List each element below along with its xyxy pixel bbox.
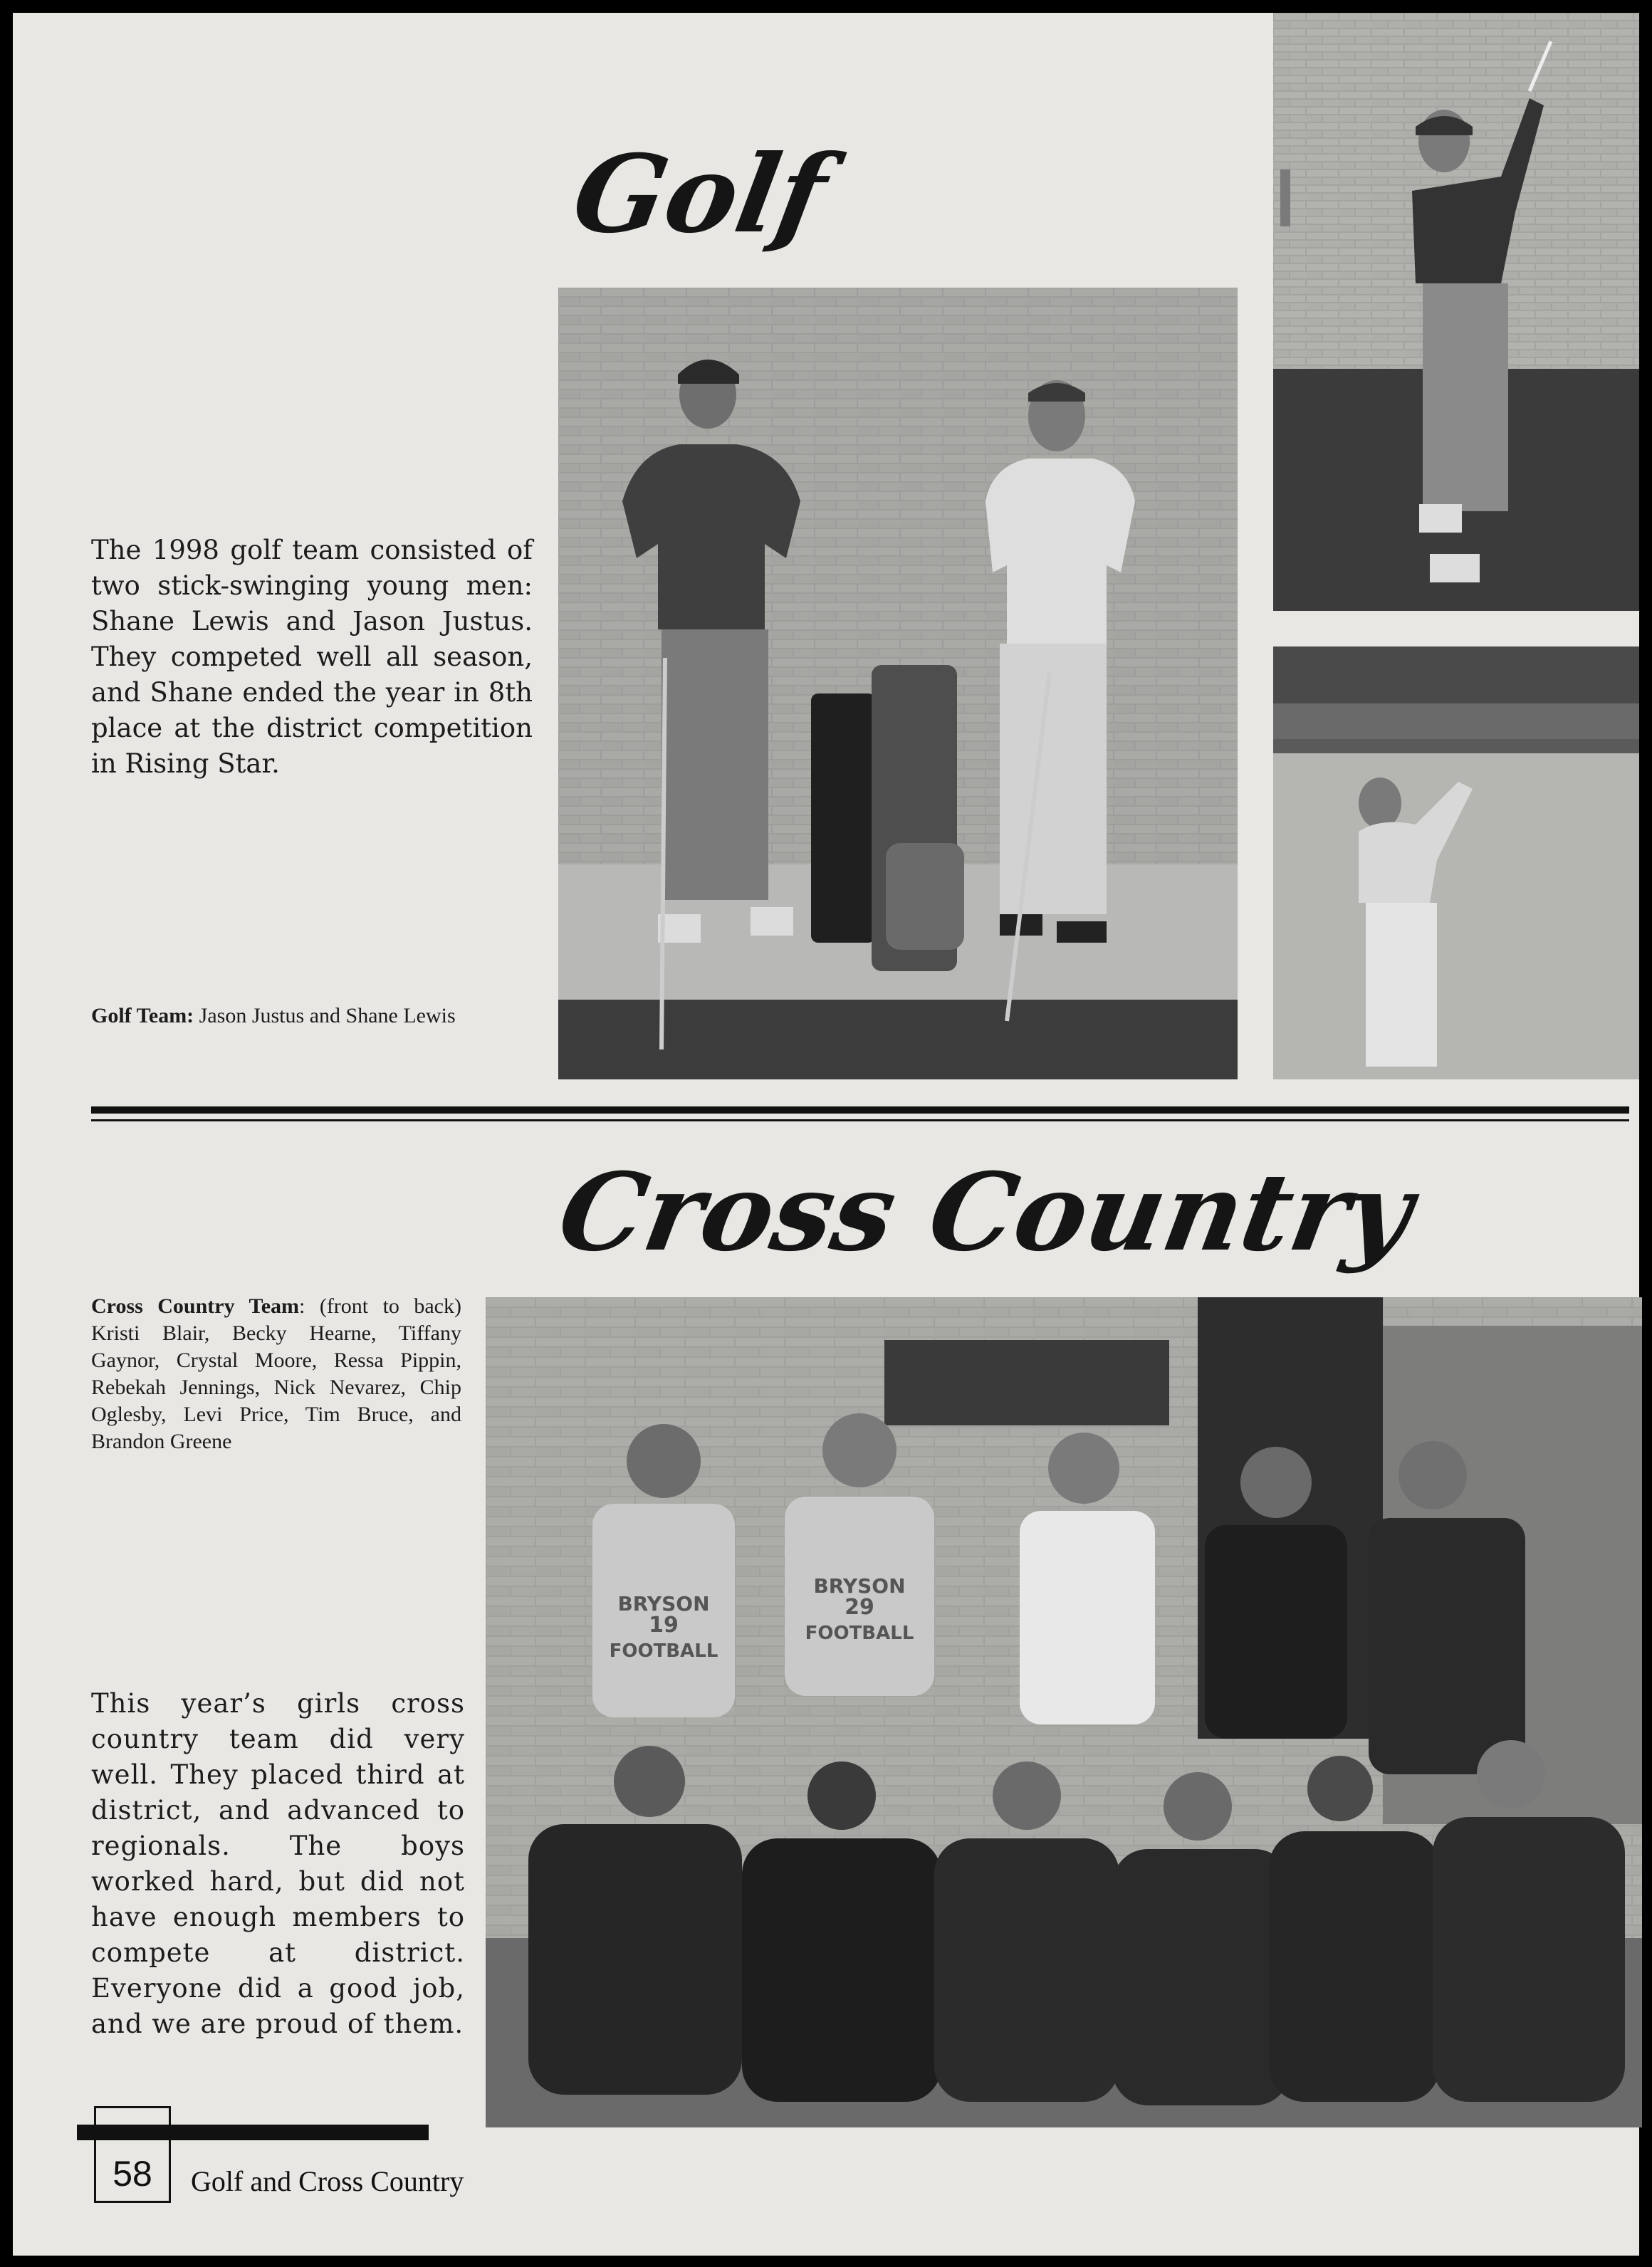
golf-title: Golf [564,132,836,257]
cross-country-caption-text: : (front to back) Kristi Blair, Becky Hearne, Tiffany Gaynor, Crystal Moore, Ressa Pippin, Rebekah Jennings, Nick Nevarez, Chip Oglesby, Levi Price, Tim Bruce, and Brandon Greene [91,1294,461,1453]
shirt-text-right: BRYSON [813,1574,906,1598]
footer-section-title: Golf and Cross Country [191,2165,464,2197]
section-divider-thin [91,1119,1629,1121]
cross-country-body-text: This year’s girls cross country team did very well. They placed third at district, and advanced to regionals. The boys worked hard, but did not have enough members to compete at district. Everyone did a good job, and we are proud of them. [91,1688,465,2039]
section-divider-thick [91,1106,1629,1114]
golfer-swing-photo-bottom-image [1273,646,1639,1079]
page-number: 58 [113,2154,152,2194]
yearbook-page [13,13,1639,2256]
shirt-number-right: 29 [845,1595,874,1620]
golfer-swing-photo-bottom [1273,646,1639,1079]
golf-caption-text: Jason Justus and Shane Lewis [199,1004,456,1027]
golf-caption-label: Golf Team: [91,1004,194,1027]
golfer-swing-photo-top [1273,13,1639,611]
shirt-word-right: FOOTBALL [805,1623,914,1644]
bleed-through-text [77,91,461,490]
golf-body-text: The 1998 golf team consisted of two stick-swinging young men: Shane Lewis and Jason Justus. They competed well all season, and Shane ended the year in 8th place at the district competition in Rising Star. [91,535,533,779]
cross-country-caption [91,1293,461,1455]
golf-caption [91,1002,533,1030]
cross-country-caption-label: Cross Country Team [91,1294,300,1318]
cross-country-team-photo-image [486,1297,1642,2127]
shirt-word-left: FOOTBALL [609,1640,718,1662]
golf-team-photo [558,288,1238,1079]
shirt-number-left: 19 [649,1613,679,1638]
shirt-text-left: BRYSON [617,1592,710,1616]
cross-country-team-photo [486,1297,1642,2127]
cross-country-title: Cross Country [550,1150,1422,1275]
golfer-swing-photo-top-image [1273,13,1639,611]
golf-team-photo-image [558,288,1238,1079]
